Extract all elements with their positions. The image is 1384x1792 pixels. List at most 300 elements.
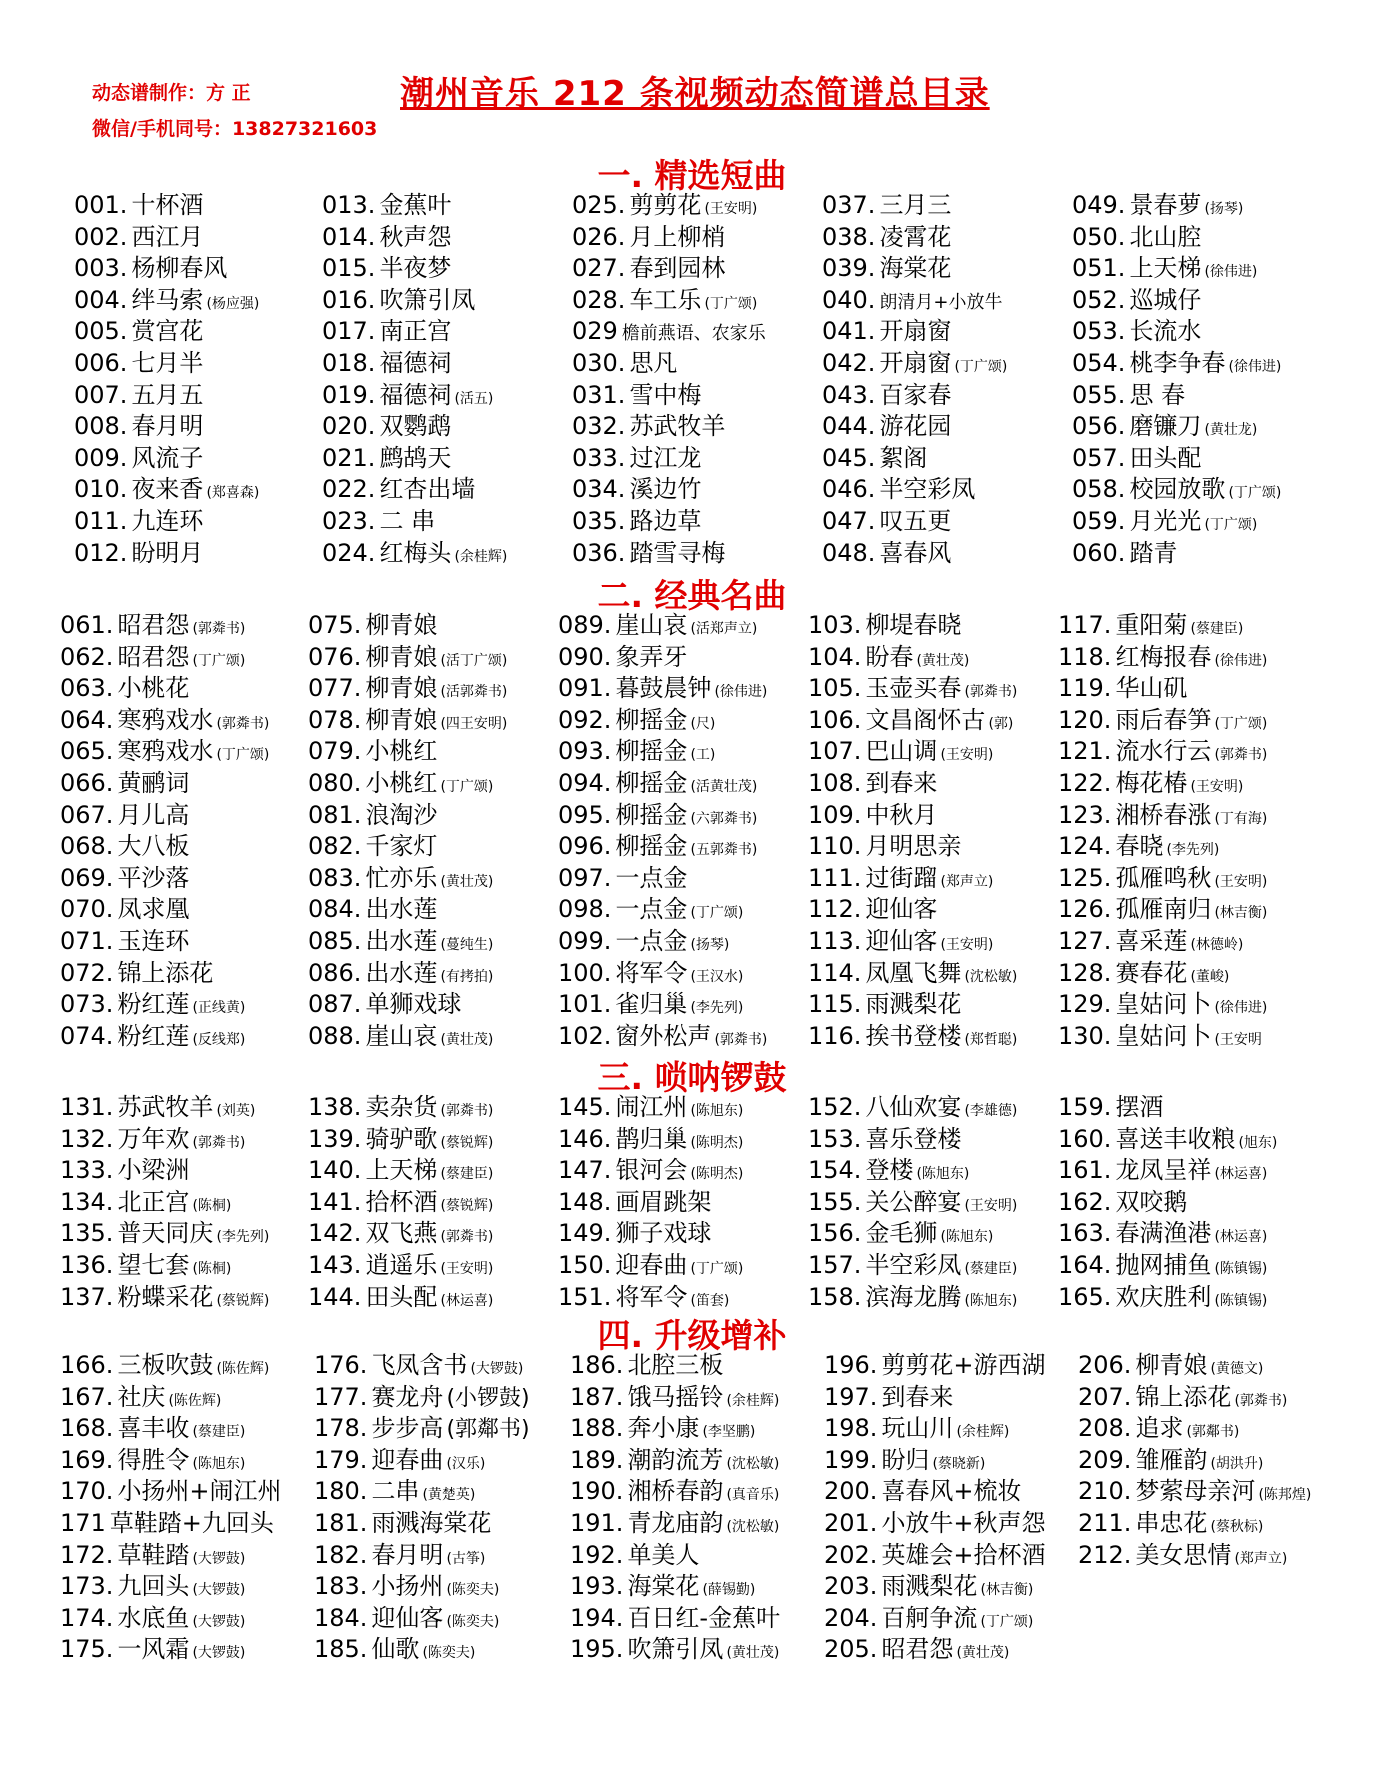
entry-number: 099. [558, 926, 612, 955]
entry-title: 半空彩凤 [865, 1250, 962, 1279]
entry-number: 126. [1058, 895, 1112, 924]
section-3-column-4 [808, 1092, 1017, 1313]
entry-composer: (蔡建臣) [192, 1424, 246, 1441]
entry-title: 一点金 [615, 863, 688, 892]
section-2-column-2 [308, 610, 507, 1052]
entry-title: 摆酒 [1115, 1093, 1164, 1121]
entry-title: 百舸争流 [881, 1603, 978, 1632]
catalog-entry [822, 411, 1007, 443]
catalog-entry [322, 474, 507, 506]
catalog-entry [572, 443, 766, 475]
entry-title: 赏宫花 [131, 317, 204, 346]
catalog-entry [1072, 411, 1281, 443]
catalog-entry [60, 1155, 269, 1187]
entry-title: 水底鱼 [117, 1603, 190, 1632]
catalog-entry [822, 348, 1007, 380]
entry-number: 081. [308, 800, 362, 829]
entry-number: 048. [822, 538, 876, 567]
entry-title: 思 春 [1129, 380, 1186, 409]
entry-number: 072. [60, 958, 114, 987]
entry-number: 064. [60, 705, 114, 734]
entry-number: 138. [308, 1093, 362, 1121]
entry-title: 游花园 [879, 412, 952, 441]
entry-title: 流水行云 [1115, 737, 1212, 766]
entry-composer: (郭粦书) [1214, 747, 1268, 764]
catalog-entry [808, 673, 1017, 705]
catalog-entry [60, 673, 269, 705]
catalog-entry [322, 253, 507, 285]
entry-title: 迎仙客 [865, 926, 938, 955]
catalog-entry [558, 1218, 743, 1250]
entry-number: 157. [808, 1250, 862, 1279]
entry-title: 月光光 [1129, 506, 1202, 535]
catalog-entry [308, 736, 507, 768]
entry-number: 196. [824, 1351, 878, 1379]
entry-number: 043. [822, 380, 876, 409]
entry-number: 004. [74, 285, 128, 314]
entry-composer: (蔓纯生) [440, 936, 494, 953]
entry-number: 039. [822, 254, 876, 283]
entry-composer: (工) [690, 747, 716, 764]
entry-title: 迎春曲 [371, 1445, 444, 1474]
entry-title: 北腔三板 [627, 1351, 724, 1379]
catalog-entry [558, 1250, 743, 1282]
entry-title: 田头配 [365, 1282, 438, 1311]
entry-title: 巡城仔 [1129, 285, 1202, 314]
entry-title: 凤求凰 [117, 895, 190, 924]
catalog-entry [570, 1634, 780, 1666]
entry-title: 串忠花 [1135, 1508, 1208, 1537]
section-1-column-2 [322, 190, 507, 569]
entry-composer: (郭鄰书) [1186, 1424, 1240, 1441]
entry-composer: (陈镇锡) [1214, 1260, 1268, 1277]
catalog-entry [60, 1508, 282, 1540]
entry-number: 001. [74, 191, 128, 219]
entry-number: 073. [60, 990, 114, 1019]
entry-number: 179. [314, 1445, 368, 1474]
entry-composer: (丁广颂) [980, 1613, 1034, 1630]
entry-composer: (活丁广颂) [440, 652, 508, 669]
entry-title: 春月明 [131, 412, 204, 441]
entry-title: 春满渔港 [1115, 1219, 1212, 1248]
entry-title: 喜送丰收粮 [1115, 1124, 1236, 1153]
entry-number: 036. [572, 538, 626, 567]
entry-composer: (活黄壮茂) [690, 778, 758, 795]
entry-title: 滨海龙腾 [865, 1282, 962, 1311]
entry-number: 184. [314, 1603, 368, 1632]
catalog-entry [314, 1382, 530, 1414]
catalog-entry [558, 989, 767, 1021]
entry-title: 皇姑问卜 [1115, 1021, 1212, 1050]
entry-number: 015. [322, 254, 376, 283]
entry-number: 207. [1078, 1382, 1132, 1411]
entry-number: 110. [808, 832, 862, 861]
entry-number: 013. [322, 191, 376, 219]
catalog-entry [60, 1218, 269, 1250]
catalog-entry [74, 411, 259, 443]
entry-title: 三板吹鼓 [117, 1351, 214, 1379]
catalog-entry [74, 506, 259, 538]
entry-number: 022. [322, 475, 376, 504]
entry-title: 春月明 [371, 1540, 444, 1569]
entry-number: 046. [822, 475, 876, 504]
catalog-entry [1078, 1445, 1311, 1477]
entry-composer: (古筝) [446, 1550, 486, 1567]
entry-number: 058. [1072, 475, 1126, 504]
entry-number: 075. [308, 611, 362, 639]
entry-number: 125. [1058, 863, 1112, 892]
entry-title: 忙亦乐 [365, 863, 438, 892]
section-title-2: 二. 经典名曲 [597, 576, 787, 615]
entry-number: 117. [1058, 611, 1112, 639]
entry-composer: (林运喜) [1214, 1166, 1268, 1183]
entry-title: 迎仙客 [865, 895, 938, 924]
catalog-entry [322, 190, 507, 222]
entry-number: 100. [558, 958, 612, 987]
entry-number: 197. [824, 1382, 878, 1411]
catalog-entry [572, 222, 766, 254]
entry-title: 飞凤含书 [371, 1351, 468, 1379]
entry-number: 130. [1058, 1021, 1112, 1050]
entry-number: 192. [570, 1540, 624, 1569]
entry-title: 半夜梦 [379, 254, 452, 283]
entry-composer: (徐伟进) [1204, 264, 1258, 281]
catalog-entry [308, 1124, 493, 1156]
entry-number: 096. [558, 832, 612, 861]
entry-number: 165. [1058, 1282, 1112, 1311]
catalog-entry [824, 1350, 1046, 1382]
entry-composer: (郭粦书) [440, 1103, 494, 1119]
catalog-entry [1078, 1540, 1311, 1572]
entry-title: 九回头 [117, 1572, 190, 1601]
entry-number: 139. [308, 1124, 362, 1153]
entry-composer: (徐伟进) [1228, 358, 1282, 375]
catalog-entry [60, 610, 269, 642]
entry-title: 车工乐 [629, 285, 702, 314]
entry-number: 007. [74, 380, 128, 409]
catalog-entry [1058, 800, 1267, 832]
entry-title: 剪剪花 [629, 191, 702, 219]
catalog-entry [572, 253, 766, 285]
catalog-entry [822, 316, 1007, 348]
entry-title: 喜春风 [879, 538, 952, 567]
entry-number: 206. [1078, 1351, 1132, 1379]
entry-number: 121. [1058, 737, 1112, 766]
catalog-entry [824, 1540, 1046, 1572]
entry-title: 桃李争春 [1129, 348, 1226, 377]
entry-title: 柳摇金 [615, 832, 688, 861]
catalog-entry [60, 800, 269, 832]
catalog-entry [558, 736, 767, 768]
entry-title: 玉连环 [117, 926, 190, 955]
entry-title: 象弄牙 [615, 642, 688, 671]
entry-number: 070. [60, 895, 114, 924]
entry-number: 169. [60, 1445, 114, 1474]
entry-composer: (丁广颂) [1228, 485, 1282, 502]
catalog-entry [808, 768, 1017, 800]
entry-composer: (郑喜森) [206, 485, 260, 502]
entry-title: 画眉跳架 [615, 1187, 712, 1216]
entry-number: 020. [322, 412, 376, 441]
catalog-entry [308, 768, 507, 800]
entry-composer: (徐伟进) [1214, 1000, 1268, 1017]
entry-title: 檐前燕语、农家乐 [621, 323, 766, 345]
entry-title: 小桃红 [365, 737, 438, 766]
entry-number: 080. [308, 768, 362, 797]
entry-number: 060. [1072, 538, 1126, 567]
entry-composer: (正线黄) [192, 1000, 246, 1017]
entry-composer: (真音乐) [726, 1487, 780, 1504]
catalog-entry [322, 443, 507, 475]
entry-title: 福德祠 [379, 380, 452, 409]
entry-composer: (郑声立) [1234, 1550, 1288, 1567]
entry-title: 小扬州 [371, 1572, 444, 1601]
catalog-entry [808, 642, 1017, 674]
entry-number: 195. [570, 1635, 624, 1664]
entry-title: 鹊归巢 [615, 1124, 688, 1153]
catalog-entry [308, 894, 507, 926]
entry-composer: (李雄德) [964, 1103, 1018, 1119]
entry-composer: (郭粦书) [440, 1229, 494, 1246]
entry-number: 162. [1058, 1187, 1112, 1216]
entry-number: 107. [808, 737, 862, 766]
entry-number: 109. [808, 800, 862, 829]
catalog-entry [322, 222, 507, 254]
entry-composer: (大锣鼓) [192, 1550, 246, 1567]
entry-title: 玉壶买春 [865, 674, 962, 703]
entry-title: 万年欢 [117, 1124, 190, 1153]
entry-title: 金毛狮 [865, 1219, 938, 1248]
catalog-entry [570, 1350, 780, 1382]
entry-number: 023. [322, 506, 376, 535]
entry-composer: (郭粦书) [964, 684, 1018, 701]
entry-number: 016. [322, 285, 376, 314]
entry-number: 171 [60, 1508, 106, 1537]
entry-title: 思凡 [629, 348, 678, 377]
entry-title: 校园放歌 [1129, 475, 1226, 504]
entry-title: 出水莲 [365, 895, 438, 924]
entry-title: 喜春风+梳妆 [881, 1477, 1022, 1506]
catalog-entry [808, 1124, 1017, 1156]
entry-number: 187. [570, 1382, 624, 1411]
entry-title: 鹧鸪天 [379, 443, 452, 472]
entry-title: 登楼 [865, 1156, 914, 1185]
entry-number: 154. [808, 1156, 862, 1185]
entry-title: 夜来香 [131, 475, 204, 504]
catalog-entry [558, 705, 767, 737]
entry-composer: (王汉水) [690, 968, 744, 985]
catalog-entry [824, 1571, 1046, 1603]
entry-title: 盼归 [881, 1445, 930, 1474]
entry-title: 草鞋踏+九回头 [109, 1508, 274, 1537]
entry-number: 112. [808, 895, 862, 924]
section-4-column-2 [314, 1350, 530, 1666]
entry-title: 双飞燕 [365, 1219, 438, 1248]
entry-title: 七月半 [131, 348, 204, 377]
catalog-entry [808, 705, 1017, 737]
entry-number: 175. [60, 1635, 114, 1664]
entry-title: 凤凰飞舞 [865, 958, 962, 987]
catalog-entry [1058, 1092, 1277, 1124]
entry-title: 暮鼓晨钟 [615, 674, 712, 703]
catalog-entry [1058, 1218, 1277, 1250]
catalog-entry [60, 768, 269, 800]
catalog-entry [808, 863, 1017, 895]
entry-title: 粉红莲 [117, 1021, 190, 1050]
catalog-entry [824, 1508, 1046, 1540]
entry-title: 仙歌 [371, 1635, 420, 1664]
catalog-entry [60, 894, 269, 926]
entry-number: 147. [558, 1156, 612, 1185]
entry-number: 055. [1072, 380, 1126, 409]
catalog-entry [558, 610, 767, 642]
entry-number: 038. [822, 222, 876, 251]
entry-title: 挨书登楼 [865, 1021, 962, 1050]
catalog-entry [322, 506, 507, 538]
catalog-entry [322, 316, 507, 348]
entry-composer: (尺) [690, 715, 716, 732]
entry-title: 路边草 [629, 506, 702, 535]
entry-composer: (扬琴) [690, 936, 730, 953]
entry-title: 饿马摇铃 [627, 1382, 724, 1411]
catalog-entry [60, 1124, 269, 1156]
entry-title: 柳青娘 [365, 642, 438, 671]
entry-title: 英雄会+拾杯酒 [881, 1540, 1046, 1569]
entry-title: 双咬鹅 [1115, 1187, 1188, 1216]
entry-title: 金蕉叶 [379, 191, 452, 219]
catalog-entry [1058, 926, 1267, 958]
entry-title: 盼春 [865, 642, 914, 671]
entry-title: 湘桥春涨 [1115, 800, 1212, 829]
catalog-entry [308, 1092, 493, 1124]
catalog-entry [60, 926, 269, 958]
entry-title: 崖山哀 [615, 611, 688, 639]
entry-title: 寒鸦戏水 [117, 737, 214, 766]
catalog-entry [808, 989, 1017, 1021]
entry-number: 151. [558, 1282, 612, 1311]
entry-composer: (蔡建臣) [1190, 621, 1244, 637]
entry-title: 孤雁鸣秋 [1115, 863, 1212, 892]
entry-title: 柳摇金 [615, 705, 688, 734]
entry-title: 上天梯 [1129, 254, 1202, 283]
catalog-entry [808, 736, 1017, 768]
entry-number: 183. [314, 1572, 368, 1601]
entry-composer: (王安明) [964, 1197, 1018, 1214]
catalog-entry [314, 1634, 530, 1666]
entry-title: 十杯酒 [131, 191, 204, 219]
catalog-entry [60, 1092, 269, 1124]
entry-number: 063. [60, 674, 114, 703]
entry-number: 094. [558, 768, 612, 797]
entry-title: 迎春曲 [615, 1250, 688, 1279]
entry-title: 迎仙客 [371, 1603, 444, 1632]
catalog-entry [1058, 831, 1267, 863]
catalog-entry [60, 831, 269, 863]
catalog-entry [74, 443, 259, 475]
entry-number: 003. [74, 254, 128, 283]
entry-composer: (大锣鼓) [192, 1582, 246, 1599]
entry-title: 半空彩凤 [879, 475, 976, 504]
entry-title: 狮子戏球 [615, 1219, 712, 1248]
entry-number: 086. [308, 958, 362, 987]
entry-number: 205. [824, 1635, 878, 1664]
entry-title: 柳青娘 [1135, 1351, 1208, 1379]
catalog-entry [1078, 1476, 1311, 1508]
catalog-entry [570, 1540, 780, 1572]
catalog-entry [308, 1218, 493, 1250]
catalog-entry [322, 538, 507, 570]
entry-title: 南正宫 [379, 317, 452, 346]
section-1-column-5 [1072, 190, 1281, 569]
catalog-entry [822, 253, 1007, 285]
entry-number: 142. [308, 1219, 362, 1248]
entry-number: 113. [808, 926, 862, 955]
entry-title: 开扇窗 [879, 348, 952, 377]
entry-composer: (余桂辉) [726, 1392, 780, 1409]
catalog-entry [60, 989, 269, 1021]
entry-composer: (活郭粦书) [440, 684, 508, 701]
entry-title: 浪淘沙 [365, 800, 438, 829]
entry-title: 月明思亲 [865, 832, 962, 861]
entry-number: 136. [60, 1250, 114, 1279]
entry-title: 杨柳春风 [131, 254, 228, 283]
entry-composer: (林吉衡) [1214, 905, 1268, 922]
entry-composer: (黄壮龙) [1204, 422, 1258, 439]
entry-composer: (丁广颂) [954, 358, 1008, 375]
entry-number: 014. [322, 222, 376, 251]
catalog-entry [308, 1282, 493, 1314]
entry-number: 186. [570, 1351, 624, 1379]
catalog-entry [1072, 538, 1281, 570]
entry-title: 海棠花 [627, 1572, 700, 1601]
entry-number: 044. [822, 412, 876, 441]
entry-title: 大八板 [117, 832, 190, 861]
catalog-entry [824, 1603, 1046, 1635]
catalog-entry [1058, 1155, 1277, 1187]
entry-title: 昭君怨 [117, 642, 190, 671]
entry-title: 百家春 [879, 380, 952, 409]
entry-title: 小桃红 [365, 768, 438, 797]
catalog-entry [1058, 705, 1267, 737]
entry-title: 草鞋踏 [117, 1540, 190, 1569]
entry-number: 181. [314, 1508, 368, 1537]
section-2-column-1 [60, 610, 269, 1052]
entry-title: 美女思情 [1135, 1540, 1232, 1569]
entry-title: 月上柳梢 [629, 222, 726, 251]
entry-composer: (陈奕夫) [446, 1582, 500, 1599]
section-4-column-3 [570, 1350, 780, 1666]
catalog-entry [1058, 610, 1267, 642]
entry-title: 八仙欢宴 [865, 1093, 962, 1121]
catalog-entry [558, 926, 767, 958]
catalog-entry [808, 1187, 1017, 1219]
entry-title: 粉红莲 [117, 990, 190, 1019]
entry-number: 011. [74, 506, 128, 535]
entry-composer: (蔡锐辉) [440, 1134, 494, 1151]
catalog-entry [808, 894, 1017, 926]
entry-title: 苏武牧羊 [629, 412, 726, 441]
entry-number: 008. [74, 412, 128, 441]
catalog-entry [74, 316, 259, 348]
entry-number: 177. [314, 1382, 368, 1411]
entry-number: 174. [60, 1603, 114, 1632]
entry-number: 030. [572, 348, 626, 377]
catalog-entry [60, 1445, 282, 1477]
entry-composer: (陈旭东) [964, 1292, 1018, 1309]
entry-number: 105. [808, 674, 862, 703]
entry-title: 红杏出墙 [379, 475, 476, 504]
entry-number: 211. [1078, 1508, 1132, 1537]
